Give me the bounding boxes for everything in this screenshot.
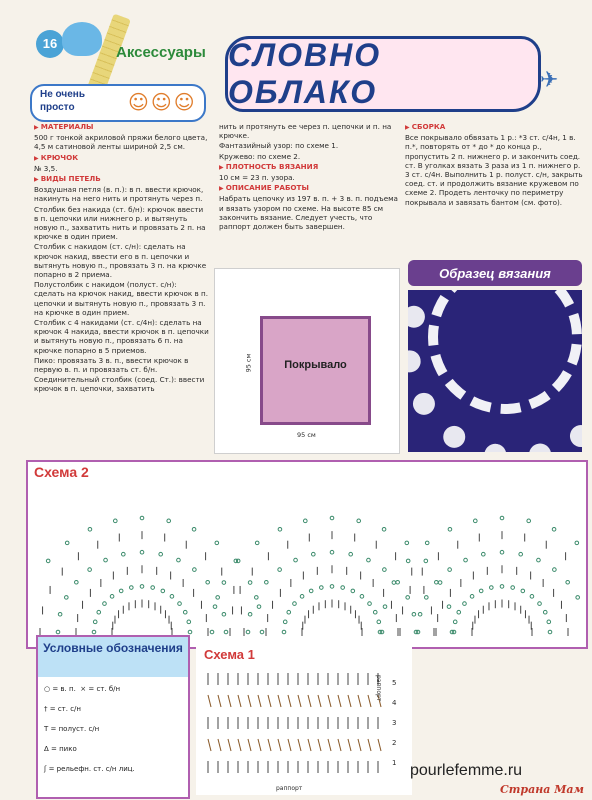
- stitch-symbol: [215, 541, 219, 545]
- stitch-symbol: [213, 605, 217, 609]
- stitch-symbol: [260, 630, 264, 634]
- stitch-symbol: [538, 602, 542, 606]
- stitch-symbol: [425, 596, 429, 600]
- stitch-symbol: [521, 589, 525, 593]
- paragraph: Полустолбик с накидом (полуст. с/н): сделать на крючок накид, ввести крючок в п. цепочки и вытянуть новую п., провязать 3 п. на крючке в один прием.: [34, 280, 209, 317]
- stitch-symbol: [222, 581, 226, 585]
- paragraph: Фантазийный узор: по схеме 1.: [219, 141, 339, 151]
- section-heading: ▶ СБОРКА: [405, 122, 585, 132]
- paragraph: Набрать цепочку из 197 в. п. + 3 в. п. подъема и вязать узором по схеме. На высоте 85 см закончить вязание. Следует учесть, что раппорт должен быть завершен.: [219, 194, 398, 232]
- stitch-symbol: [298, 695, 301, 707]
- row-number: 4: [392, 699, 397, 707]
- stitch-symbol: [405, 541, 409, 545]
- legend-item-picot: ᐃ = пико: [44, 745, 77, 753]
- stitch-symbol: [88, 568, 92, 572]
- stitch-symbol: [396, 580, 400, 584]
- blanket-diagram: [214, 268, 400, 454]
- stitch-symbol: [383, 605, 387, 609]
- stitch-symbol: [349, 552, 353, 556]
- stitch-symbol: [92, 630, 96, 634]
- stitch-symbol: [368, 739, 371, 751]
- stitch-symbol: [448, 568, 452, 572]
- stitch-symbol: [140, 585, 144, 589]
- row-number: 5: [392, 679, 397, 687]
- stitch-symbol: [294, 558, 298, 562]
- text-column-3: [405, 122, 585, 208]
- scheme-2-title: Схема 2: [34, 464, 89, 480]
- stitch-symbol: [97, 610, 101, 614]
- paragraph: Столбик без накида (ст. б/н): крючок ввести в п. цепочки или нижнего р. и вытянуть новую п., захватить нить и провязать 2 п. на крючке в один прием.: [34, 204, 206, 242]
- paragraph: Кружево: по схеме 2.: [219, 151, 301, 161]
- legend-item-hdc: Τ = полуст. с/н: [44, 725, 100, 733]
- stitch-symbol: [368, 602, 372, 606]
- airplane-icon: ✈: [540, 68, 559, 93]
- stitch-symbol: [463, 602, 467, 606]
- stitch-symbol: [248, 739, 251, 751]
- stitch-symbol: [113, 519, 117, 523]
- stitch-symbol: [282, 630, 286, 634]
- stitch-symbol: [218, 739, 221, 751]
- stitch-symbol: [255, 596, 259, 600]
- stitch-symbol: [566, 580, 570, 584]
- stitch-symbol: [348, 739, 351, 751]
- page-title: СЛОВНО ОБЛАКО: [228, 37, 382, 110]
- stitch-symbol: [119, 589, 123, 593]
- stitch-symbol: [193, 568, 197, 572]
- stitch-symbol: [210, 630, 214, 634]
- stitch-symbol: [308, 695, 311, 707]
- stitch-symbol: [511, 586, 515, 590]
- stitch-symbol: [65, 541, 69, 545]
- stitch-symbol: [373, 610, 377, 614]
- stitch-symbol: [178, 602, 182, 606]
- scheme-1-title: Схема 1: [204, 647, 255, 662]
- legend-box: [36, 635, 190, 799]
- stitch-symbol: [287, 610, 291, 614]
- stitch-symbol: [224, 630, 228, 634]
- page-number: 16: [36, 30, 64, 58]
- text-column-2: [219, 122, 399, 232]
- stitch-symbol: [368, 695, 371, 707]
- hippo-mascot-icon: [62, 22, 102, 56]
- stitch-symbol: [318, 739, 321, 751]
- stitch-symbol: [93, 620, 97, 624]
- legend-header: [38, 637, 188, 677]
- stitch-symbol: [228, 695, 231, 707]
- stitch-symbol: [382, 527, 386, 531]
- sample-photo: [408, 290, 582, 452]
- legend-item-chain: ○ = в. п. × = ст. б/н: [44, 685, 121, 693]
- stitch-symbol: [236, 559, 240, 563]
- stitch-symbol: [167, 519, 171, 523]
- section-heading: ▶ МАТЕРИАЛЫ: [34, 122, 209, 132]
- paragraph: № 3,5.: [34, 163, 58, 173]
- stitch-symbol: [103, 602, 107, 606]
- stitch-symbol: [543, 610, 547, 614]
- stitch-symbol: [530, 595, 534, 599]
- stitch-symbol: [151, 586, 155, 590]
- rapport-label-horizontal: раппорт: [276, 785, 303, 792]
- stitch-symbol: [268, 739, 271, 751]
- stitch-symbol: [435, 580, 439, 584]
- row-numbers: [392, 673, 396, 773]
- section-heading: ▶ ВИДЫ ПЕТЕЛЬ: [34, 174, 209, 184]
- stitch-symbol: [104, 558, 108, 562]
- stitch-symbol: [208, 739, 211, 751]
- stitch-symbol: [300, 595, 304, 599]
- title-banner: [225, 36, 541, 112]
- stitch-symbol: [265, 580, 269, 584]
- stitch-symbol: [576, 596, 580, 600]
- row-number: 1: [392, 759, 397, 767]
- stitch-symbol: [527, 519, 531, 523]
- stitch-symbol: [258, 695, 261, 707]
- stitch-symbol: [159, 552, 163, 556]
- stitch-symbol: [238, 739, 241, 751]
- stitch-symbol: [537, 558, 541, 562]
- stitch-symbol: [447, 605, 451, 609]
- stitch-symbol: [575, 541, 579, 545]
- stitch-symbol: [238, 695, 241, 707]
- stitch-symbol: [470, 595, 474, 599]
- stitch-symbol: [268, 695, 271, 707]
- scheme-1-box: [196, 645, 412, 795]
- stitch-symbol: [358, 695, 361, 707]
- stitch-symbol: [330, 585, 334, 589]
- stitch-symbol: [298, 739, 301, 751]
- section-heading: ▶ КРЮЧОК: [34, 153, 209, 163]
- section-heading: ▶ ОПИСАНИЕ РАБОТЫ: [219, 183, 399, 193]
- stitch-symbol: [552, 527, 556, 531]
- stitch-symbol: [278, 527, 282, 531]
- stitch-symbol: [255, 541, 259, 545]
- stitch-symbol: [130, 586, 134, 590]
- stitch-symbol: [140, 550, 144, 554]
- stitch-symbol: [257, 605, 261, 609]
- stitch-symbol: [341, 586, 345, 590]
- width-dimension: 95 см: [297, 431, 316, 439]
- stitch-symbol: [65, 596, 69, 600]
- stitch-symbol: [283, 620, 287, 624]
- section-label: Аксессуары: [116, 44, 206, 61]
- stitch-symbol: [328, 739, 331, 751]
- legend-item-relief: ʃ = рельефн. ст. с/н лиц.: [44, 765, 135, 773]
- stitch-symbol: [412, 612, 416, 616]
- stitch-symbol: [338, 695, 341, 707]
- stitch-symbol: [457, 610, 461, 614]
- stitch-symbol: [500, 585, 504, 589]
- text-column-1: [34, 122, 209, 395]
- stitch-symbol: [330, 550, 334, 554]
- stitch-symbol: [278, 695, 281, 707]
- stitch-symbol: [453, 620, 457, 624]
- paragraph: Столбик с 4 накидами (ст. с/4н): сделать на крючок 4 накида, ввести крючок в п. цепочки и вытянуть новую п., провязать 6 п. на крючке попарно в 5 приемов.: [34, 318, 209, 355]
- difficulty-label: Не очень просто: [40, 89, 85, 113]
- stitch-symbol: [519, 552, 523, 556]
- stitch-symbol: [293, 602, 297, 606]
- stitch-symbol: [312, 552, 316, 556]
- paragraph: Воздушная петля (в. п.): в п. ввести крючок, накинуть на него нить и протянуть через п.: [34, 185, 204, 204]
- stitch-symbol: [547, 620, 551, 624]
- watermark: pourlefemme.ru: [410, 762, 523, 779]
- stitch-symbol: [58, 612, 62, 616]
- stitch-symbol: [338, 739, 341, 751]
- watermark-2: Страна Мам: [500, 783, 584, 796]
- stitch-symbol: [424, 559, 428, 563]
- stitch-symbol: [248, 695, 251, 707]
- sample-title: Образец вязания: [439, 265, 551, 281]
- stitch-symbol: [406, 596, 410, 600]
- paragraph: 500 г тонкой акриловой пряжи белого цвета, 4,5 м сатиновой ленты шириной 2,5 см.: [34, 133, 208, 152]
- stitch-symbol: [56, 630, 60, 634]
- stitch-symbol: [500, 550, 504, 554]
- stitch-symbol: [122, 552, 126, 556]
- sample-title-banner: [408, 260, 582, 286]
- stitch-symbol: [248, 581, 252, 585]
- stitch-symbol: [161, 589, 165, 593]
- stitch-symbol: [473, 519, 477, 523]
- legend-title: Условные обозначения: [43, 641, 183, 655]
- stitch-symbol: [278, 739, 281, 751]
- scheme-2-box: [26, 460, 588, 649]
- stitch-symbol: [288, 695, 291, 707]
- scheme-2-chart: [32, 482, 582, 642]
- paragraph: Пико: провязать 3 в. п., ввести крючок в первую в. п. и провязать ст. б/н.: [34, 355, 189, 375]
- stitch-symbol: [303, 519, 307, 523]
- stitch-symbol: [425, 541, 429, 545]
- stitch-symbol: [548, 630, 552, 634]
- stitch-symbol: [406, 559, 410, 563]
- stitch-symbol: [360, 595, 364, 599]
- stitch-symbol: [479, 589, 483, 593]
- difficulty-box: [30, 84, 206, 122]
- stitch-symbol: [482, 552, 486, 556]
- stitch-symbol: [206, 580, 210, 584]
- stitch-symbol: [246, 630, 250, 634]
- stitch-symbol: [187, 620, 191, 624]
- stitch-symbol: [170, 595, 174, 599]
- stitch-symbol: [228, 739, 231, 751]
- stitch-symbol: [500, 516, 504, 520]
- stitch-symbol: [418, 612, 422, 616]
- stitch-symbol: [110, 595, 114, 599]
- stitch-symbol: [320, 586, 324, 590]
- section-heading: ▶ ПЛОТНОСТЬ ВЯЗАНИЯ: [219, 162, 399, 172]
- baby-faces-icon: ☺☺☺: [128, 90, 197, 114]
- stitch-symbol: [288, 739, 291, 751]
- stitch-symbol: [177, 558, 181, 562]
- stitch-symbol: [358, 739, 361, 751]
- stitch-symbol: [75, 580, 79, 584]
- stitch-symbol: [218, 695, 221, 707]
- stitch-symbol: [208, 695, 211, 707]
- blanket-square: [260, 316, 371, 425]
- stitch-symbol: [328, 695, 331, 707]
- height-dimension: 95 см: [244, 353, 253, 373]
- row-number: 2: [392, 739, 397, 747]
- paragraph: Все покрывало обвязать 1 р.: *3 ст. с/4н, 1 в. п.*, повторять от * до * до конца р., пропустить 2 п. нижнего р. и закончить соед. ст. В уголках вязать 3 раза из 1 п. нижнего р. 3 ст. с/4н. Выполнить 1 р. полуст. с/н, закрыть соед. ст. и продолжить вязание кружевом по схеме 2. Продеть ленточку по периметру покрывала и завязать бантом (см. фото).: [405, 133, 583, 207]
- stitch-symbol: [258, 739, 261, 751]
- stitch-symbol: [222, 612, 226, 616]
- stitch-symbol: [464, 558, 468, 562]
- blanket-label: Покрывало: [284, 359, 347, 371]
- paragraph: 10 см = 23 п. узора.: [219, 173, 295, 183]
- stitch-symbol: [140, 516, 144, 520]
- stitch-symbol: [367, 558, 371, 562]
- stitch-symbol: [248, 612, 252, 616]
- stitch-symbol: [192, 527, 196, 531]
- rapport-label-vertical: раппорт: [375, 675, 382, 702]
- stitch-symbol: [553, 568, 557, 572]
- stitch-symbol: [448, 527, 452, 531]
- stitch-symbol: [46, 559, 50, 563]
- stitch-symbol: [348, 695, 351, 707]
- stitch-symbol: [357, 519, 361, 523]
- stitch-symbol: [278, 568, 282, 572]
- stitch-symbol: [490, 586, 494, 590]
- legend-item-dc: † = ст. с/н: [44, 705, 81, 713]
- stitch-symbol: [188, 630, 192, 634]
- paragraph: Столбик с накидом (ст. с/н): сделать на крючок накид, ввести его в п. цепочки и вытянуть новую п., провязать 3 п. на крючке попарно в 2 приема.: [34, 242, 207, 280]
- stitch-symbol: [392, 581, 396, 585]
- stitch-symbol: [438, 581, 442, 585]
- paragraph: Соединительный столбик (соед. Ст.): ввести крючок в п. цепочки, захватить: [34, 375, 205, 394]
- stitch-symbol: [318, 695, 321, 707]
- stitch-symbol: [216, 596, 220, 600]
- stitch-symbol: [309, 589, 313, 593]
- stitch-symbol: [88, 527, 92, 531]
- stitch-symbol: [308, 739, 311, 751]
- stitch-symbol: [383, 568, 387, 572]
- stitch-symbol: [351, 589, 355, 593]
- stitch-symbol: [183, 610, 187, 614]
- stitch-symbol: [330, 516, 334, 520]
- row-number: 3: [392, 719, 397, 727]
- stitch-symbol: [377, 620, 381, 624]
- scheme-1-chart: [202, 665, 390, 783]
- stitch-symbol: [378, 739, 381, 751]
- paragraph: нить и протянуть ее через п. цепочки и п. на крючке.: [219, 122, 392, 141]
